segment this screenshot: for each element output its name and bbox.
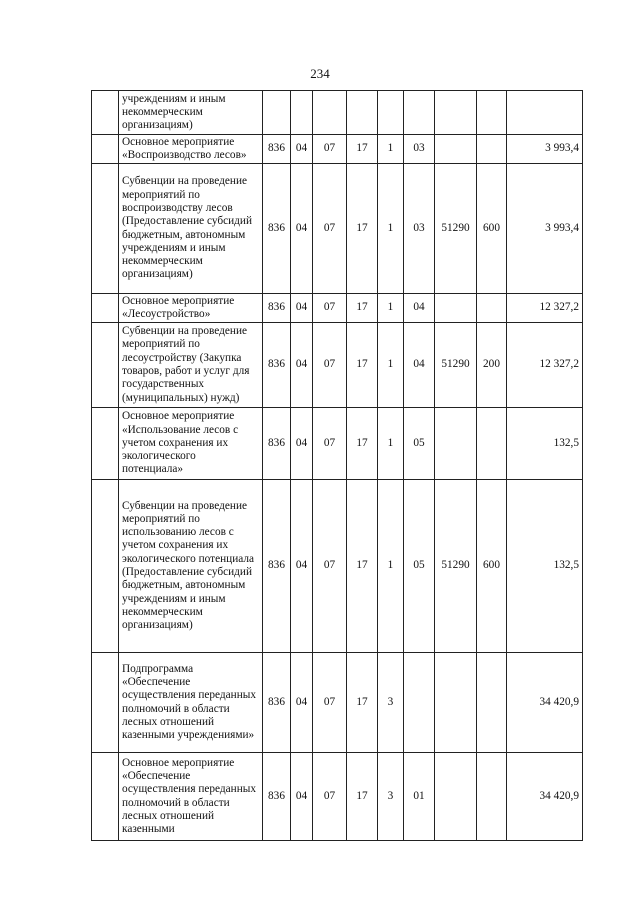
pr-cell: 07 <box>313 323 347 408</box>
glav-cell: 836 <box>263 753 291 841</box>
cs2-cell: 3 <box>378 753 404 841</box>
pr-cell: 07 <box>313 653 347 753</box>
cs1-cell <box>347 91 378 135</box>
cs4-cell <box>435 753 477 841</box>
budget-table <box>91 90 583 841</box>
blank-cell <box>92 323 119 408</box>
cs2-cell: 1 <box>378 480 404 653</box>
rz-cell: 04 <box>291 135 313 164</box>
pr-cell: 07 <box>313 164 347 294</box>
pr-cell: 07 <box>313 480 347 653</box>
glav-cell: 836 <box>263 135 291 164</box>
vr-cell <box>477 653 507 753</box>
cs3-cell: 03 <box>404 164 435 294</box>
table-row <box>92 135 583 164</box>
row-name: Основное мероприятие «Обеспечение осуществления переданных полномочий в области лесных отношений казенными <box>119 753 263 841</box>
sum-cell: 12 327,2 <box>507 323 583 408</box>
glav-cell: 836 <box>263 294 291 323</box>
pr-cell: 07 <box>313 753 347 841</box>
row-name: Основное мероприятие «Воспроизводство лесов» <box>119 135 263 164</box>
glav-cell <box>263 91 291 135</box>
table-row <box>92 164 583 294</box>
row-name: учреждениям и иным некоммерческим организациям) <box>119 91 263 135</box>
row-name: Основное мероприятие «Лесоустройство» <box>119 294 263 323</box>
pr-cell <box>313 91 347 135</box>
cs4-cell <box>435 135 477 164</box>
pr-cell: 07 <box>313 294 347 323</box>
rz-cell: 04 <box>291 408 313 480</box>
blank-cell <box>92 408 119 480</box>
vr-cell <box>477 408 507 480</box>
cs4-cell <box>435 653 477 753</box>
sum-cell: 34 420,9 <box>507 753 583 841</box>
blank-cell <box>92 164 119 294</box>
cs3-cell <box>404 91 435 135</box>
rz-cell: 04 <box>291 323 313 408</box>
cs4-cell: 51290 <box>435 480 477 653</box>
vr-cell: 600 <box>477 164 507 294</box>
cs3-cell: 05 <box>404 480 435 653</box>
table-row <box>92 480 583 653</box>
cs1-cell: 17 <box>347 753 378 841</box>
vr-cell <box>477 91 507 135</box>
cs2-cell <box>378 91 404 135</box>
glav-cell: 836 <box>263 164 291 294</box>
cs4-cell <box>435 408 477 480</box>
table-row <box>92 653 583 753</box>
glav-cell: 836 <box>263 480 291 653</box>
cs1-cell: 17 <box>347 294 378 323</box>
glav-cell: 836 <box>263 408 291 480</box>
cs2-cell: 1 <box>378 135 404 164</box>
sum-cell: 12 327,2 <box>507 294 583 323</box>
cs4-cell: 51290 <box>435 323 477 408</box>
vr-cell <box>477 135 507 164</box>
table-row <box>92 294 583 323</box>
pr-cell: 07 <box>313 408 347 480</box>
cs1-cell: 17 <box>347 323 378 408</box>
cs1-cell: 17 <box>347 653 378 753</box>
row-name: Субвенции на проведение мероприятий по воспроизводству лесов (Предоставление субсидий бюджетным, автономным учреждениям и иным некоммерческим организациям) <box>119 164 263 294</box>
cs4-cell <box>435 294 477 323</box>
cs1-cell: 17 <box>347 164 378 294</box>
table-row <box>92 408 583 480</box>
cs3-cell: 01 <box>404 753 435 841</box>
blank-cell <box>92 294 119 323</box>
cs1-cell: 17 <box>347 135 378 164</box>
blank-cell <box>92 135 119 164</box>
cs4-cell <box>435 91 477 135</box>
table-row <box>92 91 583 135</box>
cs2-cell: 1 <box>378 294 404 323</box>
vr-cell <box>477 294 507 323</box>
row-name: Подпрограмма «Обеспечение осуществления переданных полномочий в области лесных отношений казенными учреждениями» <box>119 653 263 753</box>
rz-cell: 04 <box>291 753 313 841</box>
row-name: Субвенции на проведение мероприятий по лесоустройству (Закупка товаров, работ и услуг для государственных (муниципальных) нужд) <box>119 323 263 408</box>
cs1-cell: 17 <box>347 408 378 480</box>
glav-cell: 836 <box>263 323 291 408</box>
cs2-cell: 1 <box>378 323 404 408</box>
page-number: 234 <box>310 66 330 81</box>
table-row <box>92 323 583 408</box>
blank-cell <box>92 653 119 753</box>
sum-cell: 3 993,4 <box>507 135 583 164</box>
blank-cell <box>92 753 119 841</box>
rz-cell <box>291 91 313 135</box>
cs3-cell: 04 <box>404 323 435 408</box>
cs1-cell: 17 <box>347 480 378 653</box>
sum-cell: 3 993,4 <box>507 164 583 294</box>
blank-cell <box>92 480 119 653</box>
rz-cell: 04 <box>291 653 313 753</box>
cs4-cell: 51290 <box>435 164 477 294</box>
cs2-cell: 1 <box>378 164 404 294</box>
cs3-cell: 04 <box>404 294 435 323</box>
table-row <box>92 753 583 841</box>
cs3-cell: 05 <box>404 408 435 480</box>
rz-cell: 04 <box>291 164 313 294</box>
cs2-cell: 1 <box>378 408 404 480</box>
blank-cell <box>92 91 119 135</box>
cs3-cell: 03 <box>404 135 435 164</box>
sum-cell: 34 420,9 <box>507 653 583 753</box>
vr-cell: 200 <box>477 323 507 408</box>
sum-cell <box>507 91 583 135</box>
pr-cell: 07 <box>313 135 347 164</box>
sum-cell: 132,5 <box>507 480 583 653</box>
glav-cell: 836 <box>263 653 291 753</box>
vr-cell <box>477 753 507 841</box>
row-name: Основное мероприятие «Использование лесов с учетом сохранения их экологического потенциала» <box>119 408 263 480</box>
rz-cell: 04 <box>291 480 313 653</box>
cs2-cell: 3 <box>378 653 404 753</box>
row-name: Субвенции на проведение мероприятий по использованию лесов с учетом сохранения их экологического потенциала (Предоставление субсидий бюджетным, автономным учреждениям и иным некоммерческим организациям) <box>119 480 263 653</box>
cs3-cell <box>404 653 435 753</box>
vr-cell: 600 <box>477 480 507 653</box>
rz-cell: 04 <box>291 294 313 323</box>
sum-cell: 132,5 <box>507 408 583 480</box>
